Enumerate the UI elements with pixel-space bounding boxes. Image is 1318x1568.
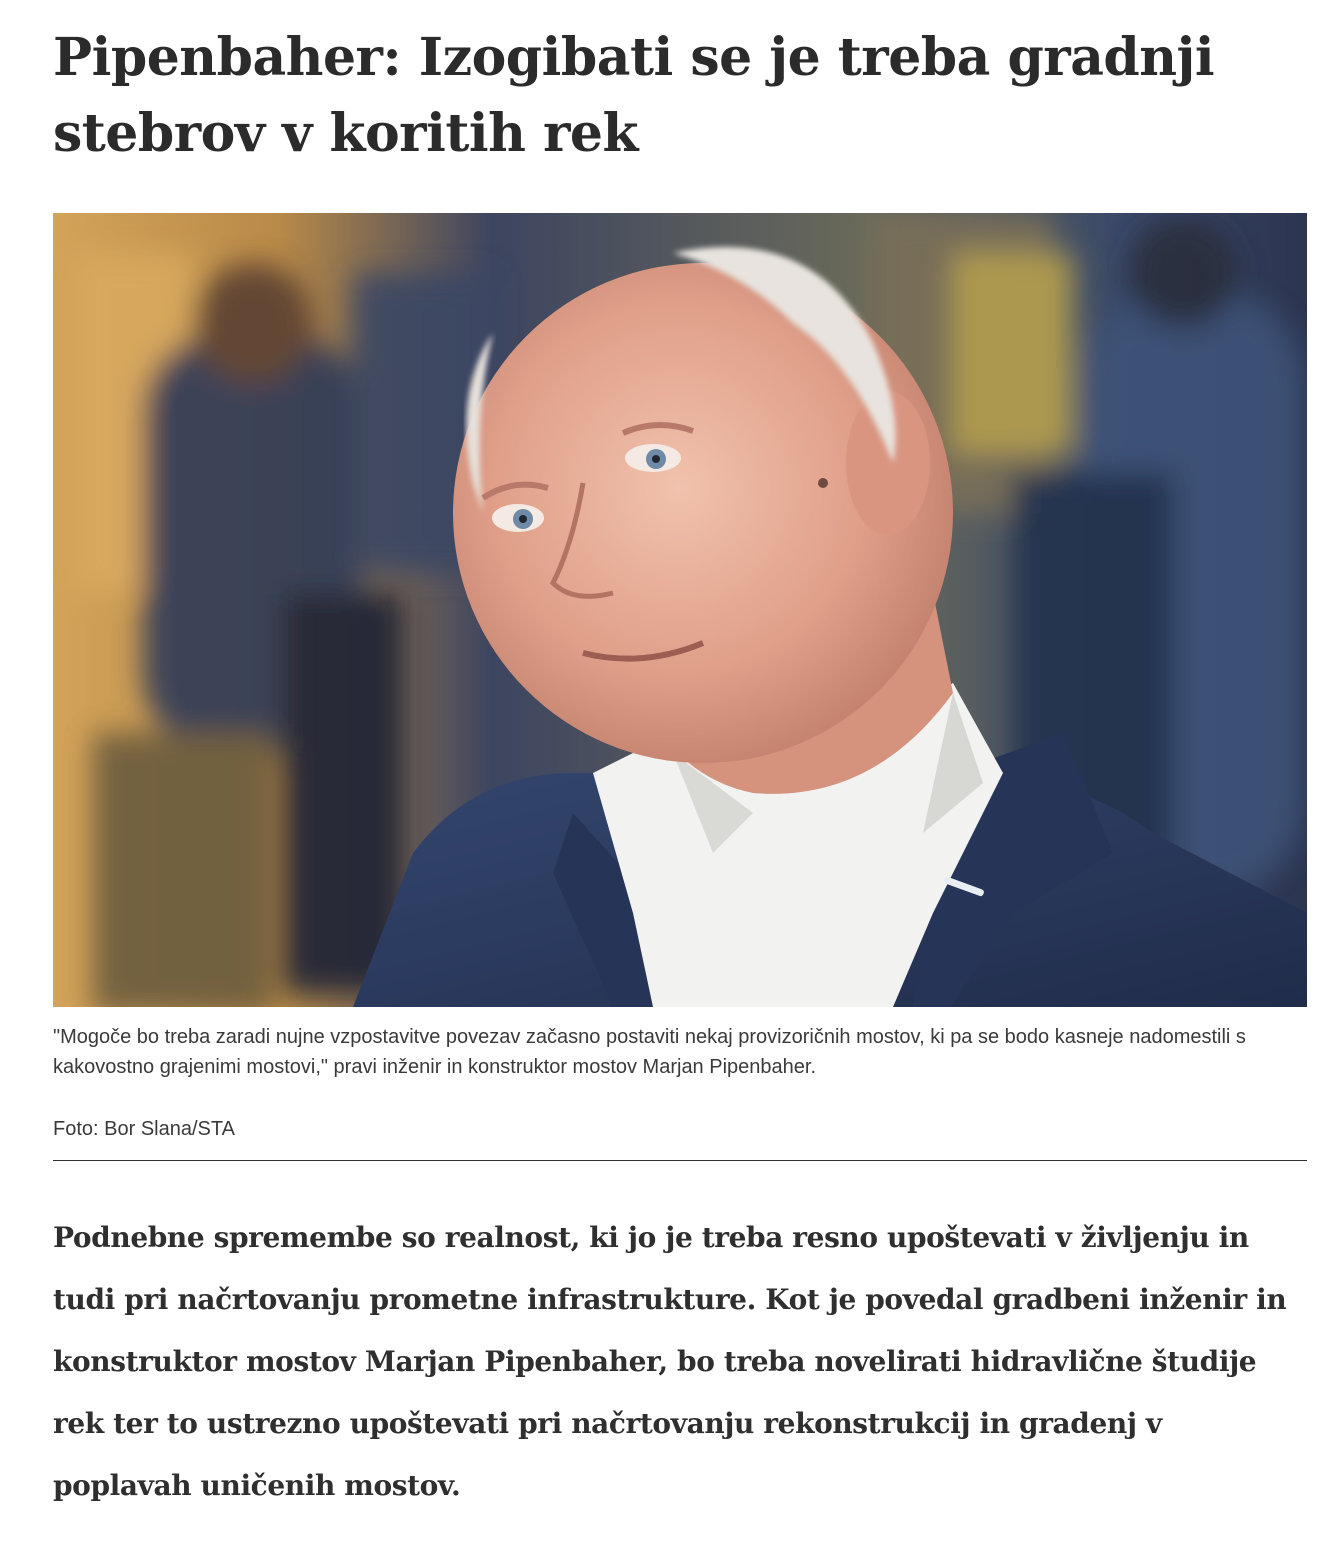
photo-credit: Foto: Bor Slana/STA [53,1118,235,1140]
article-lead: Podnebne spremembe so realnost, ki jo je treba resno upoštevati v življenju in tudi pri načrtovanju prometne infrastrukture. Kot je povedal gradbeni inženir in konstruktor mostov Marjan Pipenbaher, bo treba novelirati hidravlične študije rek ter to ustrezno upoštevati pri načrtovanju rekonstrukcij in gradenj v poplavah uničenih mostov. [53,1221,1287,1502]
article [53,0,1307,1502]
divider [53,1160,1307,1161]
portrait-image [53,213,1307,1007]
photo-caption: "Mogoče bo treba zaradi nujne vzpostavitve povezav začasno postaviti nekaj provizoričnih mostov, ki pa se bodo kasneje nadomestili s kakovostno grajenimi mostovi," pravi inženir in konstruktor mostov Marjan Pipenbaher. [53,1026,1246,1078]
article-photo[interactable] [53,213,1307,1007]
article-headline: Pipenbaher: Izogibati se je treba gradnji stebrov v koritih rek [53,27,1215,164]
